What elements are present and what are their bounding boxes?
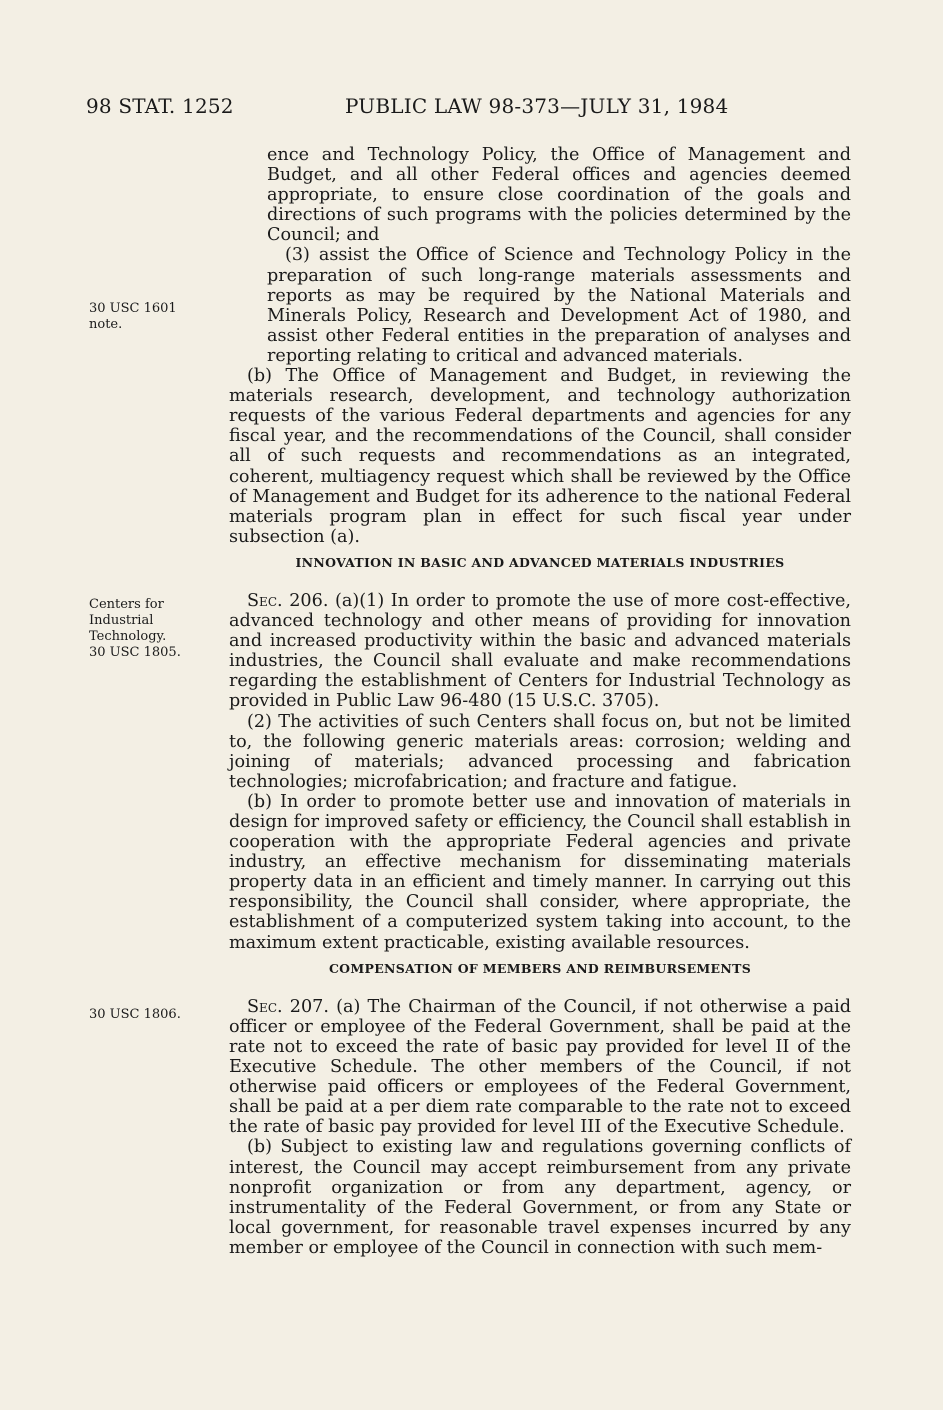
section-heading-compensation: COMPENSATION OF MEMBERS AND REIMBURSEMENTS	[328, 960, 752, 976]
margin-note-centers: Centers for Industrial Technology. 30 USC 1805.	[89, 597, 181, 660]
paragraph-subsection-b: (b) The Office of Management and Budget, in reviewing the materials research, development, and technology authorization requests of the various Federal departments and agencies for any fiscal year, and the recommendations of the Council, shall consider all of such requests and recommendations as an integrated, coherent, multiagency request which shall be reviewed by the Office of Management and Budget for its adherence to the national Federal materials program plan in effect for such fiscal year under subsection (a).	[229, 366, 851, 547]
paragraph-sec-207-a	[229, 997, 851, 1138]
paragraph-block-continued	[229, 145, 851, 366]
paragraph-continued: ence and Technology Policy, the Office of Management and Budget, and all other Federal offices and agencies deemed appropriate, to ensure close coordination of the goals and directions of such programs with the policies determined by the Council; and	[267, 145, 851, 246]
margin-note-usc-1601: 30 USC 1601 note.	[89, 301, 177, 332]
paragraph-sec-206-a2: (2) The activities of such Centers shall focus on, but not be limited to, the following generic materials areas: corrosion; welding and joining of materials; advanced processing and fabrication technologies; microfabrication; and fracture and fatigue.	[229, 711, 851, 792]
section-label: Sec.	[247, 590, 283, 611]
paragraph-sec-207-text: 207. (a) The Chairman of the Council, if not otherwise a paid officer or employee of the Federal Government, shall be paid at the rate not to exceed the rate of basic pay provided for level II of the Executive Schedule. The other members of the Council, if not otherwise paid officers or employees of the Federal Government, shall be paid at a per diem rate comparable to the rate not to exceed the rate of basic pay provided for level III of the Executive Schedule.	[229, 996, 852, 1138]
stat-page-number: 98 STAT. 1252	[86, 94, 234, 118]
running-header: PUBLIC LAW 98-373—JULY 31, 1984	[345, 94, 729, 118]
section-heading-innovation: INNOVATION IN BASIC AND ADVANCED MATERIALS INDUSTRIES	[295, 554, 785, 570]
paragraph-sec-206-b: (b) In order to promote better use and innovation of materials in design for improved safety or efficiency, the Council shall establish in cooperation with the appropriate Federal agencies and private industry, an effective mechanism for disseminating materials property data in an efficient and timely manner. In carrying out this responsibility, the Council shall consider, where appropriate, the establishment of a computerized system taking into account, to the maximum extent practicable, existing available resources.	[229, 791, 851, 953]
paragraph-sec-206-text: 206. (a)(1) In order to promote the use of more cost-effective, advanced technology and other means of providing for innovation and increased productivity within the basic and advanced materials industries, the Council shall evaluate and make recommendations regarding the establishment of Centers for Industrial Technology as provided in Public Law 96-480 (15 U.S.C. 3705).	[229, 590, 852, 712]
paragraph-sec-206-a1	[229, 591, 851, 712]
section-label: Sec.	[247, 996, 283, 1017]
body-text	[229, 145, 851, 1258]
paragraph-item-3: (3) assist the Office of Science and Technology Policy in the preparation of such long-range materials assessments and reports as may be required by the National Materials and Minerals Policy, Research and Development Act of 1980, and assist other Federal entities in the preparation of analyses and reporting relating to critical and advanced materials.	[267, 245, 851, 366]
paragraph-sec-207-b: (b) Subject to existing law and regulations governing conflicts of interest, the Council may accept reimbursement from any private nonprofit organization or from any department, agency, or instrumentality of the Federal Government, or from any State or local government, for reasonable travel expenses incurred by any member or employee of the Council in connection with such mem-	[229, 1137, 851, 1258]
margin-note-usc-1806: 30 USC 1806.	[89, 1007, 181, 1022]
